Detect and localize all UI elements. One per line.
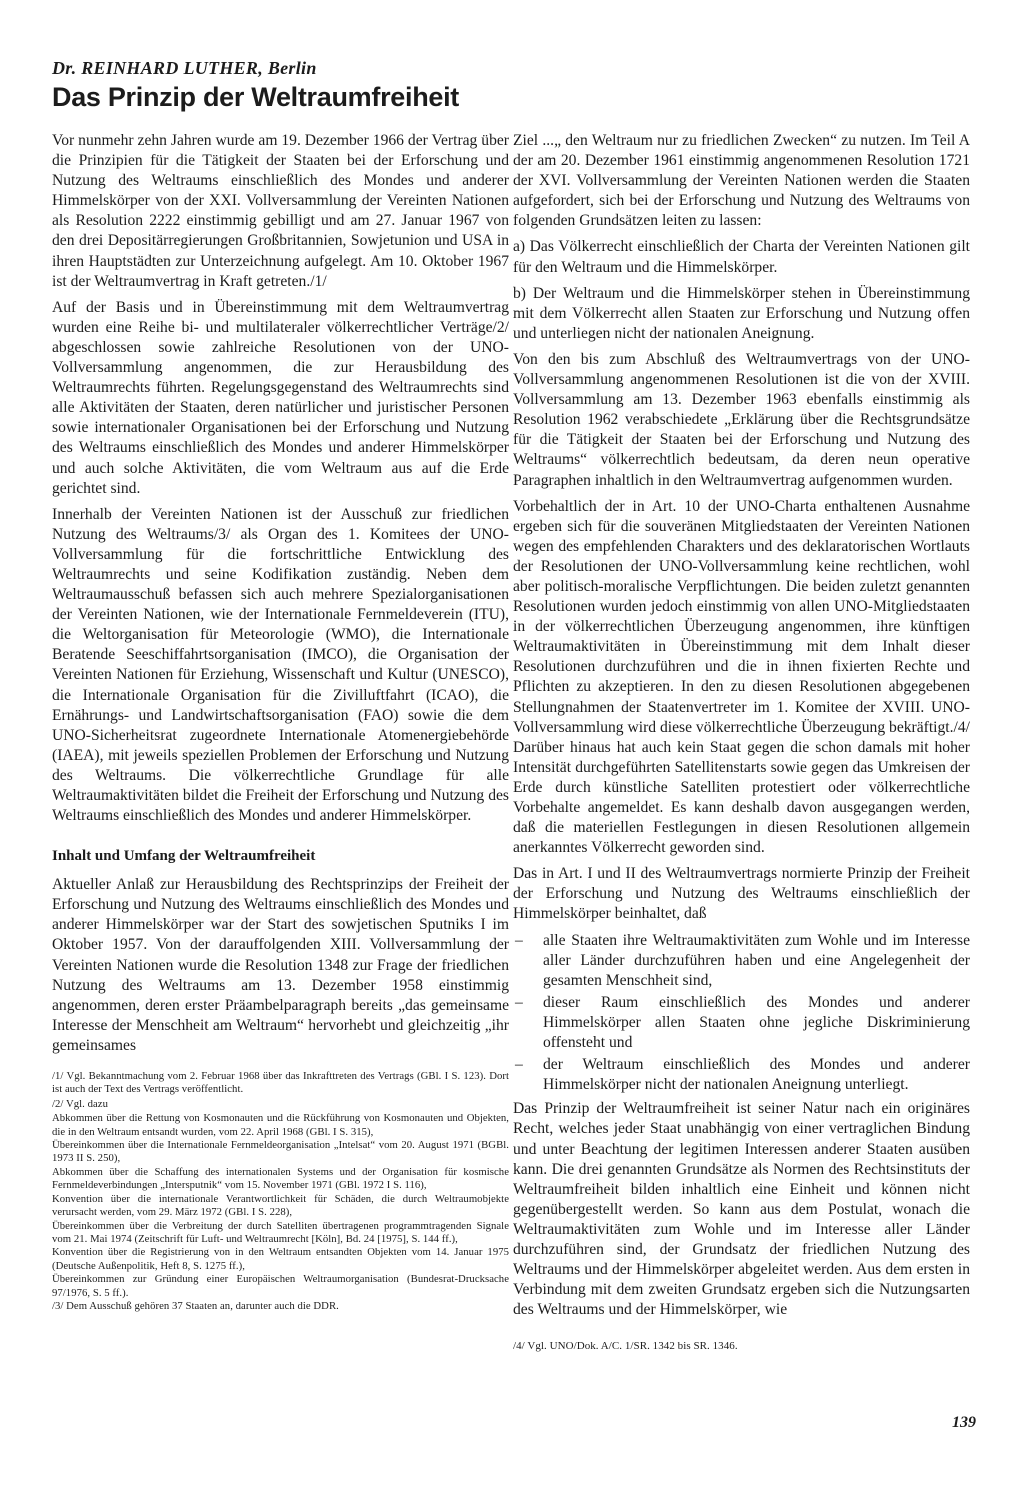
list-item [513,1055,970,1095]
dash-marker: – [515,993,523,1011]
section-heading: Inhalt und Umfang der Weltraumfreiheit [52,848,316,865]
paragraph: Innerhalb der Vereinten Nationen ist der Ausschuß zur friedlichen Nutzung des Weltraums/3/ als Organ des 1. Komitees der UNO-Vollversammlung für die fortschrittliche Entwicklung des Weltraumrechts und seine Kodifikation zuständig. Neben dem Weltraumausschuß befassen sich auch mehrere Spezialorganisationen der Vereinten Nationen, wie der Internationale Fernmeldeverein (ITU), die Weltorganisation für Meteorologie (WMO), die Internationale Beratende Seeschiffahrtsorganisation (IMCO), die Organisation der Vereinten Nationen für Erziehung, Wissenschaft und Kultur (UNESCO), die Internationale Organisation für die Zivilluftfahrt (ICAO), die Ernährungs- und Landwirtschaftsorganisation (FAO) sowie die dem UNO-Sicherheitsrat zugeordnete Internationale Atomenergiebehörde (IAEA), mit jeweils speziellen Problemen der Erforschung und Nutzung des Weltraums. Die völkerrechtliche Grundlage für alle Weltraumaktivitäten bildet die Freiheit der Erforschung und Nutzung des Weltraums einschließlich des Mondes und anderer Himmelskörper. [52,505,509,825]
footnotes-right [513,1340,970,1353]
dash-marker: – [515,1056,523,1074]
footnote-2-item: Abkommen über die Schaffung des internationalen Systems und der Organisation für kosmische Fernmeldeverbindungen „Intersputnik“ vom 15. November 1971 (GBl. 1972 I S. 116), [52,1165,509,1192]
footnote-2-item: Übereinkommen über die Verbreitung der durch Satelliten übertragenen programmtragenden Signale vom 21. Mai 1974 (Zeitschrift für Luft- und Weltraumrecht [Köln], Bd. 24 [1975], S. 144 ff.), [52,1219,509,1245]
paragraph: Das Prinzip der Weltraumfreiheit ist seiner Natur nach ein originäres Recht, welches jeder Staat unabhängig von einer vertraglichen Bindung und unter Beachtung der legitimen Interessen anderer Staaten ausüben kann. Die drei genannten Grundsätze als Normen des Rechtsinstituts der Weltraumfreiheit bilden inhaltlich eine Einheit und können nicht gegenübergestellt werden. So kann aus dem Postulat, wonach die Weltraumaktivitäten zum Wohle und im Interesse aller Länder durchzuführen sind, der Grundsatz der friedlichen Nutzung des Weltraums und der Himmelskörper abgeleitet werden. Aus dem ersten in Verbindung mit dem zweiten Grundsatz ergeben sich die Nutzungsarten des Weltraums und der Himmelskörper, wie [513,1100,970,1319]
footnote-2-item: Übereinkommen zur Gründung einer Europäischen Weltraumorganisation (Bundesrat-Drucksache 97/1976, S. 5 ff.). [52,1273,509,1299]
paragraph: Von den bis zum Abschluß des Weltraumvertrags von der UNO-Vollversammlung angenommenen Resolutionen ist die von der XVIII. Vollversammlung am 13. Dezember 1963 ebenfalls einstimmig als Resolution 1962 verabschiedete „Erklärung über die Rechtsgrundsätze für die Tätigkeit der Staaten bei der Erforschung und Nutzung des Weltraums“ völkerrechtlich bedeutsam, da deren neun operative Paragraphen inhaltlich in den Weltraumvertrag aufgenommen wurden. [513,350,970,489]
paragraph: Auf der Basis und in Übereinstimmung mit dem Weltraumvertrag wurden eine Reihe bi- und multilateraler völkerrechtlicher Verträge/2/ abgeschlossen sowie zahlreiche Resolutionen von der UNO-Vollversammlung angenommen, die zur Herausbildung des Weltraumrechts führten. Regelungsgegenstand des Weltraumrechts sind alle Aktivitäten der Staaten, deren natürlicher und juristischer Personen sowie internationaler Organisationen bei der Erforschung und Nutzung des Weltraums einschließlich des Mondes und anderer Himmelskörper und auch solche Aktivitäten, die vom Weltraum aus auf die Erde gerichtet sind. [52,298,509,497]
point-b: b) Der Weltraum und die Himmelskörper stehen in Übereinstimmung mit dem Völkerrecht allen Staaten zur Erforschung und Nutzung offen und unterliegen nicht der nationalen Aneignung. [513,284,970,342]
list-item-text: der Weltraum einschließlich des Mondes und anderer Himmelskörper nicht der nationalen Aneignung unterliegt. [543,1056,970,1094]
footnote-2-item: Konvention über die Registrierung von in den Weltraum entsandten Objekten vom 14. Januar 1975 (Deutsche Außenpolitik, Heft 8, S. 1275 ff.), [52,1246,509,1272]
footnote-2-item: Übereinkommen über die Internationale Fernmeldeorganisation „Intelsat“ vom 20. August 1971 (BGBl. 1973 II S. 250), [52,1139,509,1165]
footnote-2-item: Konvention über die internationale Verantwortlichkeit für Schäden, die durch Weltraumobjekte verursacht werden, vom 29. März 1972 (GBl. I S. 228), [52,1192,509,1219]
footnote-1: /1/ Vgl. Bekanntmachung vom 2. Februar 1968 über das Inkrafttreten des Vertrags (GBl. I S. 123). Dort ist auch der Text des Vertrags veröffentlicht. [52,1070,509,1096]
footnote-2-label: /2/ Vgl. dazu [52,1097,108,1110]
list-item-text: dieser Raum einschließlich des Mondes und anderer Himmelskörper allen Staaten ohne jegliche Diskriminierung offensteht und [543,993,970,1052]
footnotes-left [52,1070,509,1313]
dash-list [513,931,970,1096]
right-column [513,131,970,1355]
article-title: Das Prinzip der Weltraumfreiheit [52,82,460,112]
footnote-4: /4/ Vgl. UNO/Dok. A/C. 1/SR. 1342 bis SR. 1346. [513,1340,738,1353]
paragraph: Aktueller Anlaß zur Herausbildung des Rechtsprinzips der Freiheit der Erforschung und Nutzung des Weltraums einschließlich des Mondes und anderer Himmelskörper war der Start des sowjetischen Sputniks I im Oktober 1957. Von der darauffolgenden XIII. Vollversammlung der Vereinten Nationen wurde die Resolution 1348 zur Frage der friedlichen Nutzung des Weltraums am 13. Dezember 1958 einstimmig angenommen, deren erster Präambelparagraph bereits „das gemeinsame Interesse der Menschheit am Weltraum“ hervorhebt und gleichzeitig „ihr gemeinsames [52,876,509,1054]
point-a: a) Das Völkerrecht einschließlich der Charta der Vereinten Nationen gilt für den Weltraum und die Himmelskörper. [513,238,970,276]
footnote-2-item: Abkommen über die Rettung von Kosmonauten und die Rückführung von Kosmonauten und Objekten, die in den Weltraum entsandt wurden, vom 22. April 1968 (GBl. I S. 315), [52,1112,509,1138]
dash-marker: – [515,931,523,949]
list-item-text: alle Staaten ihre Weltraumaktivitäten zum Wohle und im Interesse aller Länder durchzuführen haben und eine Angelegenheit der gesamten Menschheit sind, [543,931,970,989]
paragraph: Vor nunmehr zehn Jahren wurde am 19. Dezember 1966 der Vertrag über die Prinzipien für die Tätigkeit der Staaten bei der Erforschung und Nutzung des Weltraums einschließlich des Mondes und anderer Himmelskörper von der XXI. Vollversammlung der Vereinten Nationen als Resolution 2222 einstimmig gebilligt und am 27. Januar 1967 von den drei Depositärregierungen Großbritannien, Sowjetunion und USA in ihren Hauptstädten zur Unterzeichnung aufgelegt. Am 10. Oktober 1967 ist der Weltraumvertrag in Kraft getreten./1/ [52,132,509,290]
list-item [513,993,970,1053]
footnote-3: /3/ Dem Ausschuß gehören 37 Staaten an, darunter auch die DDR. [52,1299,339,1312]
list-item [513,931,970,991]
paragraph: Vorbehaltlich der in Art. 10 der UNO-Charta enthaltenen Ausnahme ergeben sich für die souveränen Mitgliedstaaten der Vereinten Nationen wegen des empfehlenden Charakters und des deklaratorischen Wortlauts der Resolutionen der UNO-Vollversammlung keine rechtlichen, wohl aber politisch-moralische Verpflichtungen. Die beiden zuletzt genannten Resolutionen wurden jedoch einstimmig von allen UNO-Mitgliedstaaten in der völkerrechtlichen Überzeugung angenommen, ihre künftigen Weltraumaktivitäten in Übereinstimmung mit dem Inhalt dieser Resolutionen durchzuführen und die in ihnen fixierten Rechte und Pflichten zu akzeptieren. In den zu diesen Resolutionen abgegebenen Stellungnahmen der Staatenvertreter im 1. Komitee der XVIII. UNO-Vollversammlung wird diese völkerrechtliche Überzeugung bekräftigt./4/ Darüber hinaus hat auch kein Staat gegen die schon damals mit hoher Intensität durchgeführten Satellitenstarts sowie gegen das Umkreisen der Erde durch künstliche Satelliten protestiert oder völkerrechtliche Vorbehalte angemeldet. Es kann deshalb davon ausgegangen werden, daß die materiellen Festlegungen in diesen Resolutionen allgemein anerkanntes Völkerrecht geworden sind. [513,497,970,857]
left-column [52,131,509,1314]
paragraph: Ziel ...„ den Weltraum nur zu friedlichen Zwecken“ zu nutzen. Im Teil A der am 20. Dezember 1961 einstimmig angenommenen Resolution 1721 der XVI. Vollversammlung der Vereinten Nationen werden die Staaten aufgefordert, sich bei der Erforschung und Nutzung des Weltraums von folgenden Grundsätzen leiten zu lassen: [513,132,970,230]
page-number: 139 [952,1414,976,1431]
paragraph: Das in Art. I und II des Weltraumvertrags normierte Prinzip der Freiheit der Erforschung und Nutzung des Weltraums einschließlich der Himmelskörper beinhaltet, daß [513,865,970,923]
author-line: Dr. REINHARD LUTHER, Berlin [52,58,317,78]
